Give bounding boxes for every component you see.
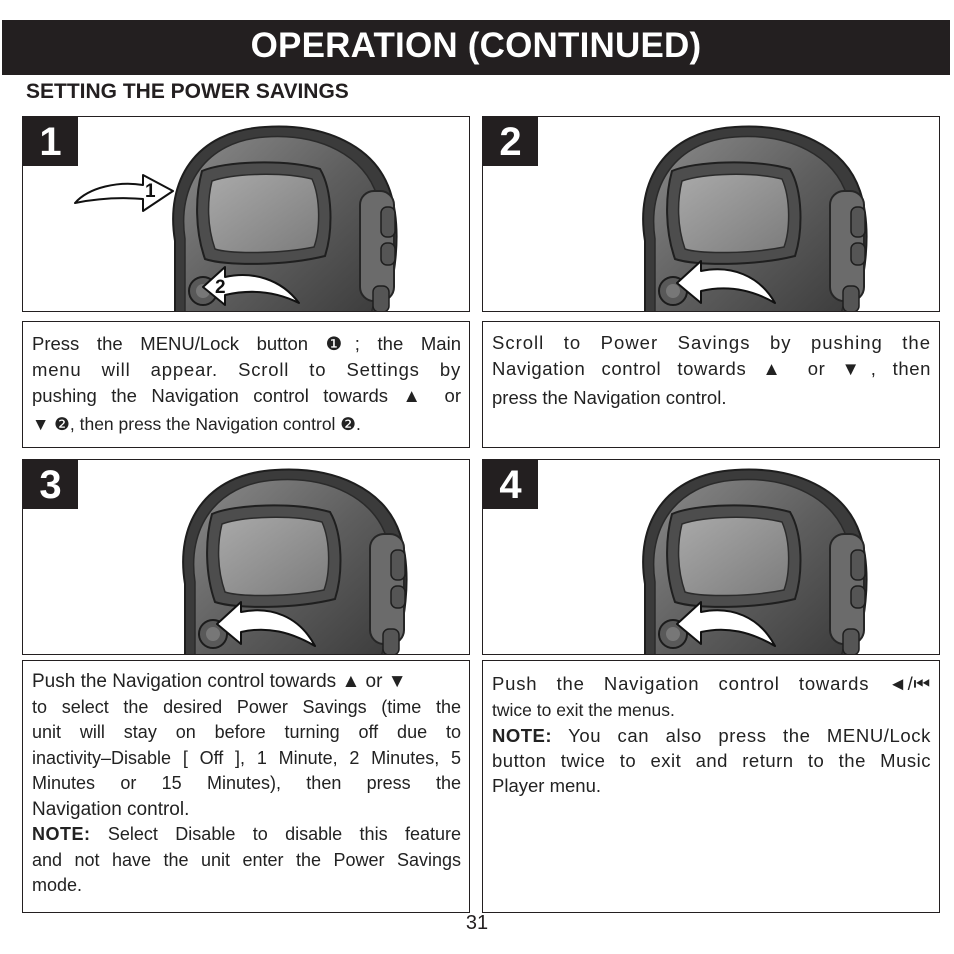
step-2-image-panel xyxy=(482,116,940,312)
step-3-note-line xyxy=(32,822,461,848)
header-banner xyxy=(2,20,950,75)
step-2-number: 2 xyxy=(483,117,538,166)
step-1-number: 1 xyxy=(23,117,78,166)
step-3-line: Minutes or 15 Minutes), then press the xyxy=(32,773,461,793)
step-3-note-line: and not have the unit enter the Power Savings xyxy=(32,849,461,870)
page-number: 31 xyxy=(465,912,489,934)
step-3-number: 3 xyxy=(23,460,78,509)
step-4-note-line: Player menu. xyxy=(492,775,601,796)
step-3-line: unit will stay on before turning off due to xyxy=(32,722,461,742)
step-1-line: ▼ ❷, then press the Navigation control ❷. xyxy=(32,414,361,434)
callout-2-label: 2 xyxy=(215,277,226,298)
step-1-instructions xyxy=(22,321,470,448)
step-3-line: Navigation control. xyxy=(32,798,190,820)
step-3-line: inactivity–Disable [ Off ], 1 Minute, 2 Minutes, 5 xyxy=(32,747,461,768)
step-4-note-line: button twice to exit and return to the Music xyxy=(492,750,931,771)
step-4-image-panel xyxy=(482,459,940,655)
step-2-instructions xyxy=(482,321,940,448)
step-4-line: twice to exit the menus. xyxy=(492,700,675,720)
step-1-line: Press the MENU/Lock button ❶; the Main xyxy=(32,333,461,354)
page-title: OPERATION (CONTINUED) xyxy=(250,26,702,65)
step-3-line: to select the desired Power Savings (time the xyxy=(32,696,461,717)
step-3-line: Push the Navigation control towards ▲ or ▼ xyxy=(32,671,407,692)
step-4-instructions xyxy=(482,660,940,913)
step-2-line: Navigation control towards ▲ or ▼, then xyxy=(492,358,931,379)
section-title: SETTING THE POWER SAVINGS xyxy=(26,80,349,103)
navigation-arrow-icon xyxy=(195,259,315,312)
note-label: NOTE: xyxy=(492,725,553,746)
step-1-image-panel xyxy=(22,116,470,312)
note-text: You can also press the MENU/Lock xyxy=(552,725,931,746)
navigation-arrow-icon xyxy=(209,594,329,655)
step-1-line: menu will appear. Scroll to Settings by xyxy=(32,359,461,380)
step-2-line: press the Navigation control. xyxy=(492,387,727,408)
callout-1-label: 1 xyxy=(145,181,156,202)
step-4-line: Push the Navigation control towards ◄/⏮ xyxy=(492,673,931,694)
navigation-arrow-icon xyxy=(669,594,789,655)
note-label: NOTE: xyxy=(32,824,91,844)
note-text: Select Disable to disable this feature xyxy=(90,824,461,844)
press-arrow-icon xyxy=(71,169,191,229)
step-4-note-line xyxy=(492,723,931,748)
step-1-line: pushing the Navigation control towards ▲ or xyxy=(32,385,461,406)
step-3-image-panel xyxy=(22,459,470,655)
navigation-arrow-icon xyxy=(669,253,789,312)
step-3-note-line: mode. xyxy=(32,875,83,895)
step-4-number: 4 xyxy=(483,460,538,509)
step-3-instructions xyxy=(22,660,470,913)
step-2-line: Scroll to Power Savings by pushing the xyxy=(492,332,931,353)
